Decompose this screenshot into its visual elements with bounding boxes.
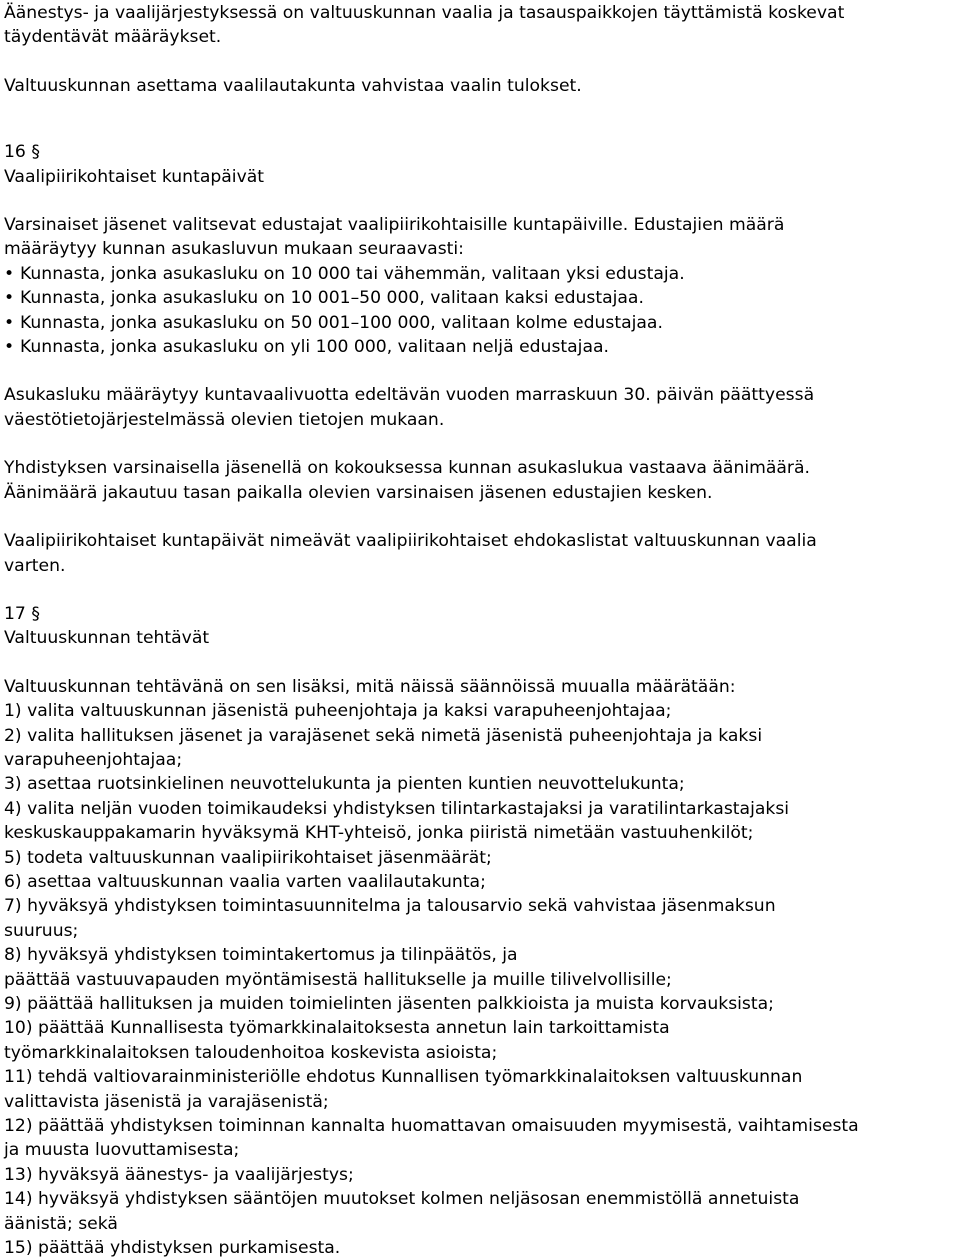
list-item-text: Kunnasta, jonka asukasluku on 10 000 tai vähemmän, valitaan yksi edustaja.	[20, 263, 685, 284]
paragraph-line: Varsinaiset jäsenet valitsevat edustajat vaalipiirikohtaisille kuntapäiville. Edustajien määrä	[4, 215, 785, 236]
list-item: päättää vastuuvapauden myöntämisestä hallitukselle ja muille tilivelvollisille;	[4, 969, 672, 990]
list-item: 9) päättää hallituksen ja muiden toimielinten jäsenten palkkioista ja muista korvauksista;	[4, 994, 774, 1014]
section-number: 16 §	[4, 142, 40, 163]
bullet-icon: •	[4, 337, 15, 358]
list-item: 13) hyväksyä äänestys- ja vaalijärjestys;	[4, 1164, 354, 1185]
section-title: Valtuuskunnan tehtävät	[4, 628, 210, 649]
list-item	[4, 286, 956, 310]
section-16	[4, 140, 956, 578]
list-item: 8) hyväksyä yhdistyksen toimintakertomus ja tilinpäätös, ja	[4, 945, 518, 966]
paragraph-line: Asukasluku määräytyy kuntavaalivuotta edeltävän vuoden marraskuun 30. päivän päättyessä	[4, 385, 815, 406]
list-item: 11) tehdä valtiovarainministeriölle ehdotus Kunnallisen työmarkkinalaitoksen valtuuskunnan	[4, 1067, 803, 1088]
document-page	[4, 0, 956, 1260]
list-item: varapuheenjohtajaa;	[4, 749, 183, 770]
list-item: 14) hyväksyä yhdistyksen sääntöjen muutokset kolmen neljäsosan enemmistöllä annetuista	[4, 1189, 800, 1210]
list-item: 5) todeta valtuuskunnan vaalipiirikohtaiset jäsenmäärät;	[4, 847, 492, 868]
intro-line: täydentävät määräykset.	[4, 27, 222, 48]
list-item: 12) päättää yhdistyksen toiminnan kannalta huomattavan omaisuuden myymisestä, vaihtamisesta	[4, 1116, 859, 1137]
intro-line: Valtuuskunnan asettama vaalilautakunta vahvistaa vaalin tulokset.	[4, 75, 582, 96]
list-item-text: Kunnasta, jonka asukasluku on 10 001–50 000, valitaan kaksi edustajaa.	[20, 288, 644, 309]
list-item: 10) päättää Kunnallisesta työmarkkinalaitoksesta annetun lain tarkoittamista	[4, 1018, 670, 1039]
list-item: 4) valita neljän vuoden toimikaudeksi yhdistyksen tilintarkastajaksi ja varatilintarkastajaksi	[4, 798, 790, 819]
list-item: 1) valita valtuuskunnan jäsenistä puheenjohtaja ja kaksi varapuheenjohtajaa;	[4, 701, 672, 722]
bullet-icon: •	[4, 312, 15, 333]
list-item: 7) hyväksyä yhdistyksen toimintasuunnitelma ja talousarvio sekä vahvistaa jäsenmaksun	[4, 896, 776, 917]
bullet-list	[4, 262, 956, 360]
list-item	[4, 335, 956, 359]
paragraph-line: Yhdistyksen varsinaisella jäsenellä on kokouksessa kunnan asukaslukua vastaava äänimäärä.	[4, 458, 810, 479]
bullet-icon: •	[4, 263, 15, 284]
list-item: valittavista jäsenistä ja varajäsenistä;	[4, 1091, 329, 1112]
section-number: 17 §	[4, 603, 40, 624]
list-item: 2) valita hallituksen jäsenet ja varajäsenet sekä nimetä jäsenistä puheenjohtaja ja kaksi	[4, 725, 763, 746]
list-item-text: Kunnasta, jonka asukasluku on yli 100 000, valitaan neljä edustajaa.	[20, 337, 609, 358]
list-item: työmarkkinalaitoksen taloudenhoitoa koskevista asioista;	[4, 1042, 498, 1063]
paragraph-line: Valtuuskunnan tehtävänä on sen lisäksi, mitä näissä säännöissä muualla määrätään:	[4, 676, 736, 697]
list-item: 15) päättää yhdistyksen purkamisesta.	[4, 1238, 341, 1259]
paragraph-line: varten.	[4, 555, 66, 576]
bullet-icon: •	[4, 288, 15, 309]
list-item: äänistä; sekä	[4, 1213, 118, 1234]
duty-list	[4, 699, 956, 1260]
paragraph-line: määräytyy kunnan asukasluvun mukaan seuraavasti:	[4, 239, 464, 260]
list-item: 6) asettaa valtuuskunnan vaalia varten vaalilautakunta;	[4, 871, 486, 892]
list-item-text: Kunnasta, jonka asukasluku on 50 001–100 000, valitaan kolme edustajaa.	[20, 312, 663, 333]
section-17	[4, 602, 956, 1260]
paragraph-line: väestötietojärjestelmässä olevien tietojen mukaan.	[4, 409, 445, 430]
list-item	[4, 262, 956, 286]
intro-line: Äänestys- ja vaalijärjestyksessä on valtuuskunnan vaalia ja tasauspaikkojen täyttämistä koskevat	[4, 3, 845, 23]
list-item: keskuskauppakamarin hyväksymä KHT-yhteisö, jonka piiristä nimetään vastuuhenkilöt;	[4, 823, 754, 844]
list-item: ja muusta luovuttamisesta;	[4, 1140, 240, 1161]
paragraph-line: Äänimäärä jakautuu tasan paikalla olevien varsinaisen jäsenen edustajien kesken.	[4, 482, 713, 503]
paragraph-line: Vaalipiirikohtaiset kuntapäivät nimeävät vaalipiirikohtaiset ehdokaslistat valtuuskunnan vaalia	[4, 531, 817, 552]
list-item	[4, 311, 956, 335]
list-item: suuruus;	[4, 920, 79, 941]
section-title: Vaalipiirikohtaiset kuntapäivät	[4, 166, 265, 187]
list-item: 3) asettaa ruotsinkielinen neuvottelukunta ja pienten kuntien neuvottelukunta;	[4, 774, 685, 795]
